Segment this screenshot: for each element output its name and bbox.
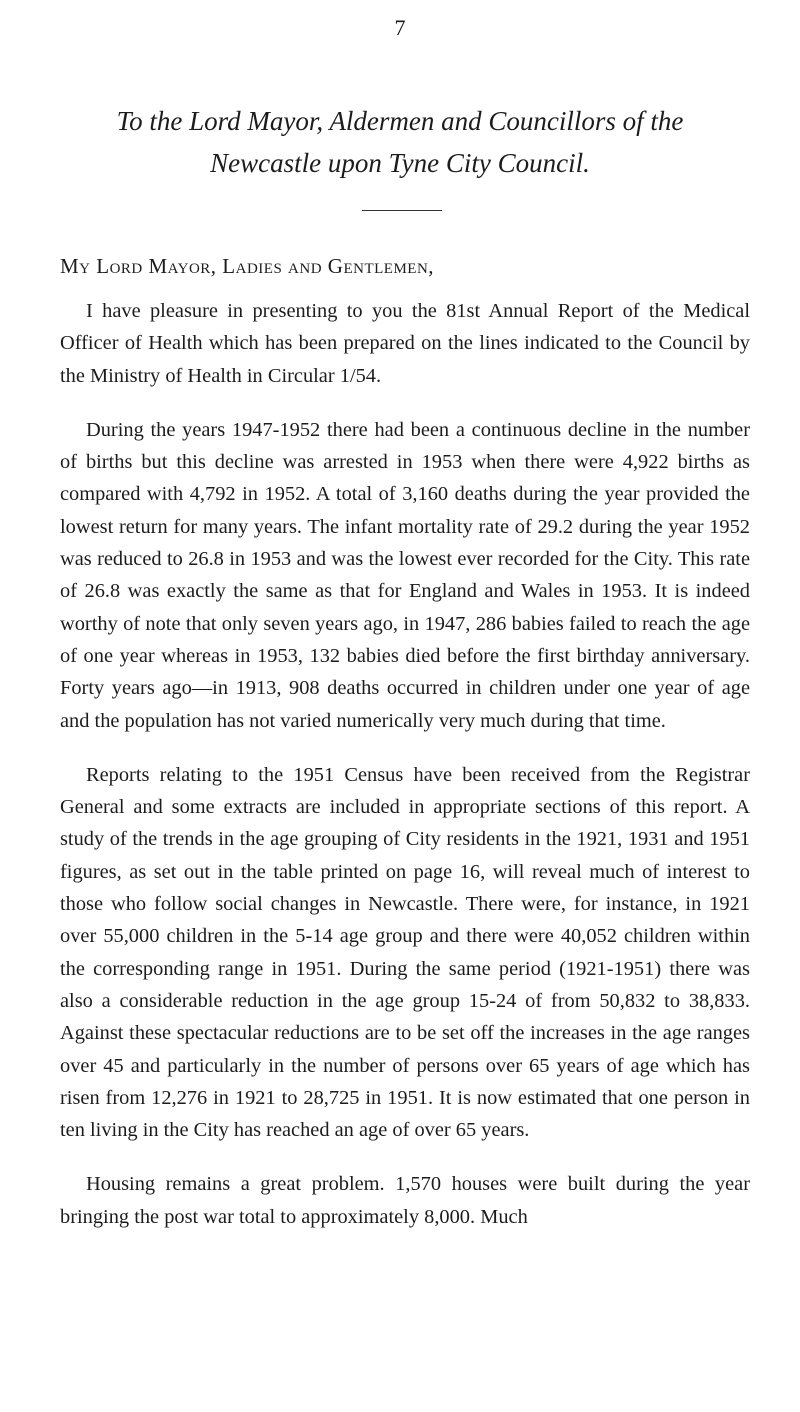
paragraph-housing: Housing remains a great problem. 1,570 houses were built during the year bringing the post war total to approximately 8,000. Much bbox=[60, 1173, 750, 1228]
title-line-2: Newcastle upon Tyne City Council. bbox=[210, 148, 590, 178]
paragraph-births-deaths: During the years 1947-1952 there had been a continuous decline in the number of births but this decline was arrested in 1953 when there were 4,922 births as compared with 4,792 in 1952. A total of 3,160 deaths during the year provided the lowest return for many years. The infant mortality rate of 29.2 during the year 1952 was reduced to 26.8 in 1953 and was the lowest ever recorded for the City. This rate of 26.8 was exactly the same as that for England and Wales in 1953. It is indeed worthy of note that only seven years ago, in 1947, 286 babies failed to reach the age of one year whereas in 1953, 132 babies died before the first birthday anniversary. Forty years ago—in 1913, 908 deaths occurred in children under one year of age and the population has not varied numerically very much during that time. bbox=[60, 418, 750, 732]
title-line-1: To the Lord Mayor, Aldermen and Councillors of the bbox=[116, 106, 684, 136]
title-divider bbox=[362, 210, 442, 211]
salutation: My Lord Mayor, Ladies and Gentlemen, bbox=[60, 254, 435, 278]
paragraph-intro: I have pleasure in presenting to you the 81st Annual Report of the Medical Officer of Health which has been prepared on the lines indicated to the Council by the Ministry of Health in Circular 1/54. bbox=[60, 300, 750, 387]
page-number: 7 bbox=[394, 15, 406, 40]
report-title bbox=[60, 100, 740, 184]
paragraph-census: Reports relating to the 1951 Census have been received from the Registrar General and some extracts are included in appropriate sections of this report. A study of the trends in the age grouping of City residents in the 1921, 1931 and 1951 figures, as set out in the table printed on page 16, will reveal much of interest to those who follow social changes in Newcastle. There were, for instance, in 1921 over 55,000 children in the 5-14 age group and there were 40,052 children within the corresponding range in 1951. During the same period (1921-1951) there was also a considerable reduction in the age group 15-24 of from 50,832 to 38,833. Against these spectacular reductions are to be set off the increases in the age ranges over 45 and particularly in the number of persons over 65 years of age which has risen from 12,276 in 1921 to 28,725 in 1951. It is now estimated that one person in ten living in the City has reached an age of over 65 years. bbox=[60, 763, 750, 1142]
letter-body bbox=[60, 295, 750, 1255]
